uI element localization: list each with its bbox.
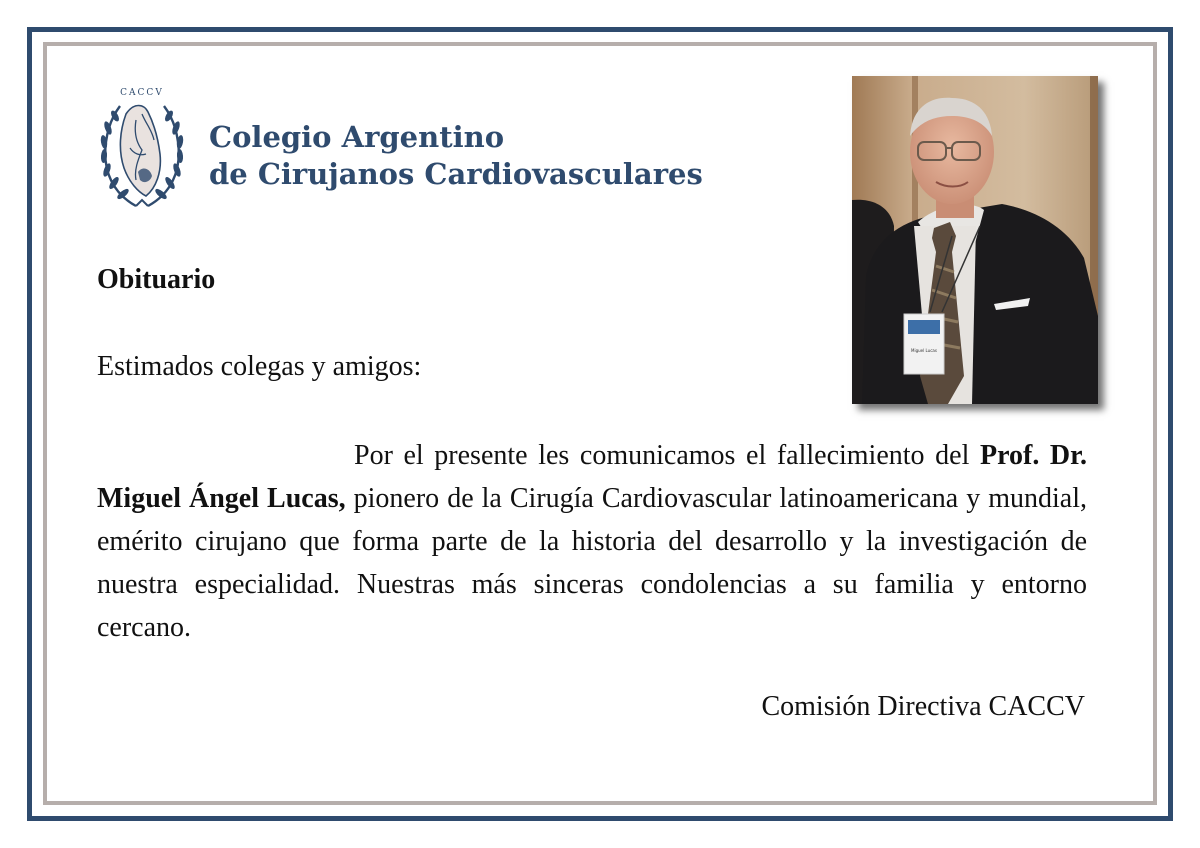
honoree-name: Prof. Dr. Miguel Ángel Lucas, — [97, 440, 1087, 514]
laurel-ribbon-icon — [136, 200, 148, 206]
heart-figure-icon — [120, 106, 160, 197]
signature: Comisión Directiva CACCV — [761, 691, 1085, 722]
org-name-line1: Colegio Argentino — [209, 120, 505, 154]
badge-name: Miguel Lucas — [911, 348, 937, 353]
obituary-heading: Obituario — [97, 264, 216, 295]
portrait-photo — [852, 76, 1098, 404]
obituary-paragraph — [97, 434, 1087, 649]
greeting: Estimados colegas y amigos: — [97, 351, 422, 382]
paragraph-rest: pionero de la Cirugía Cardiovascular latinoamericana y mundial, emérito cirujano que forma parte de la historia del desarrollo y la investigación de nuestra especialidad. Nuestras más sinceras condolencias a su familia y entorno cercano. — [97, 483, 1087, 643]
caccv-logo — [96, 84, 188, 212]
paragraph-intro: Por el presente les comunicamos el fallecimiento del — [354, 440, 970, 471]
organization-name — [209, 119, 703, 193]
logo-text: CACCV — [120, 88, 164, 98]
org-name-line2: de Cirujanos Cardiovasculares — [209, 157, 703, 191]
portrait-image — [852, 76, 1098, 404]
